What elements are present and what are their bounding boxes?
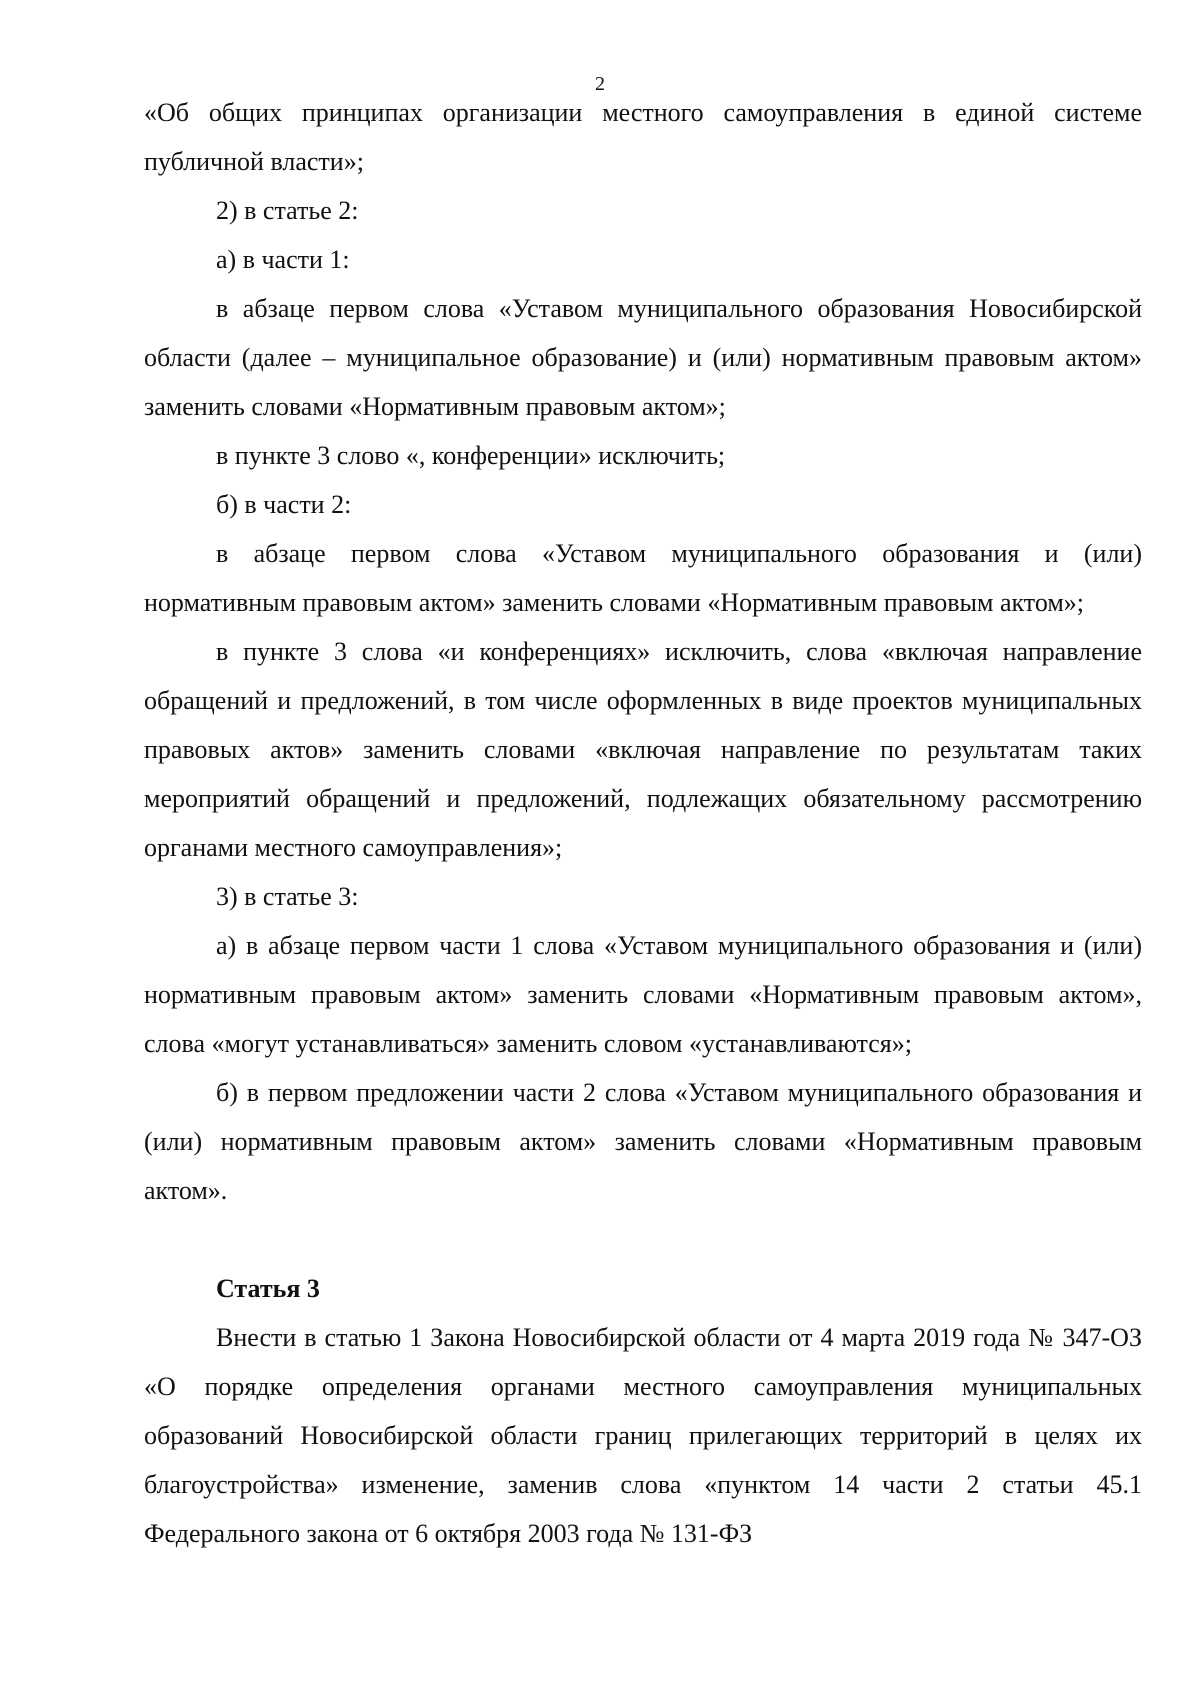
paragraph-9: 3) в статье 3: — [216, 882, 359, 911]
document-body — [144, 88, 1142, 1558]
article-heading: Статья 3 — [216, 1274, 320, 1303]
page-number: 2 — [595, 73, 605, 95]
paragraph-8: в пункте 3 слова «и конференциях» исключить, слова «включая направление обращений и предложений, в том числе оформленных в виде проектов муниципальных правовых актов» заменить словами «включая направление по результатам таких мероприятий обращений и предложений, подлежащих обязательному рассмотрению органами местного самоуправления»; — [144, 637, 1142, 862]
paragraph-11: б) в первом предложении части 2 слова «Уставом муниципального образования и (или) нормативным правовым актом» заменить словами «Нормативным правовым актом». — [144, 1078, 1142, 1205]
paragraph-1: «Об общих принципах организации местного самоуправления в единой системе публичной власти»; — [144, 98, 1142, 176]
paragraph-2: 2) в статье 2: — [216, 196, 359, 225]
paragraph-10: а) в абзаце первом части 1 слова «Уставом муниципального образования и (или) нормативным правовым актом» заменить словами «Нормативным правовым актом», слова «могут устанавливаться» заменить словом «устанавливаются»; — [144, 931, 1142, 1058]
paragraph-12: Внести в статью 1 Закона Новосибирской области от 4 марта 2019 года № 347-ОЗ «О порядке определения органами местного самоуправления муниципальных образований Новосибирской области границ прилегающих территорий в целях их благоустройства» изменение, заменив слова «пунктом 14 части 2 статьи 45.1 Федерального закона от 6 октября 2003 года № 131-ФЗ — [144, 1323, 1142, 1548]
paragraph-3: а) в части 1: — [216, 245, 350, 274]
paragraph-5: в пункте 3 слово «, конференции» исключить; — [216, 441, 726, 470]
paragraph-4: в абзаце первом слова «Уставом муниципального образования Новосибирской области (далее – муниципальное образование) и (или) нормативным правовым актом» заменить словами «Нормативным правовым актом»; — [144, 294, 1142, 421]
paragraph-6: б) в части 2: — [216, 490, 352, 519]
paragraph-7: в абзаце первом слова «Уставом муниципального образования и (или) нормативным правовым актом» заменить словами «Нормативным правовым актом»; — [144, 539, 1142, 617]
